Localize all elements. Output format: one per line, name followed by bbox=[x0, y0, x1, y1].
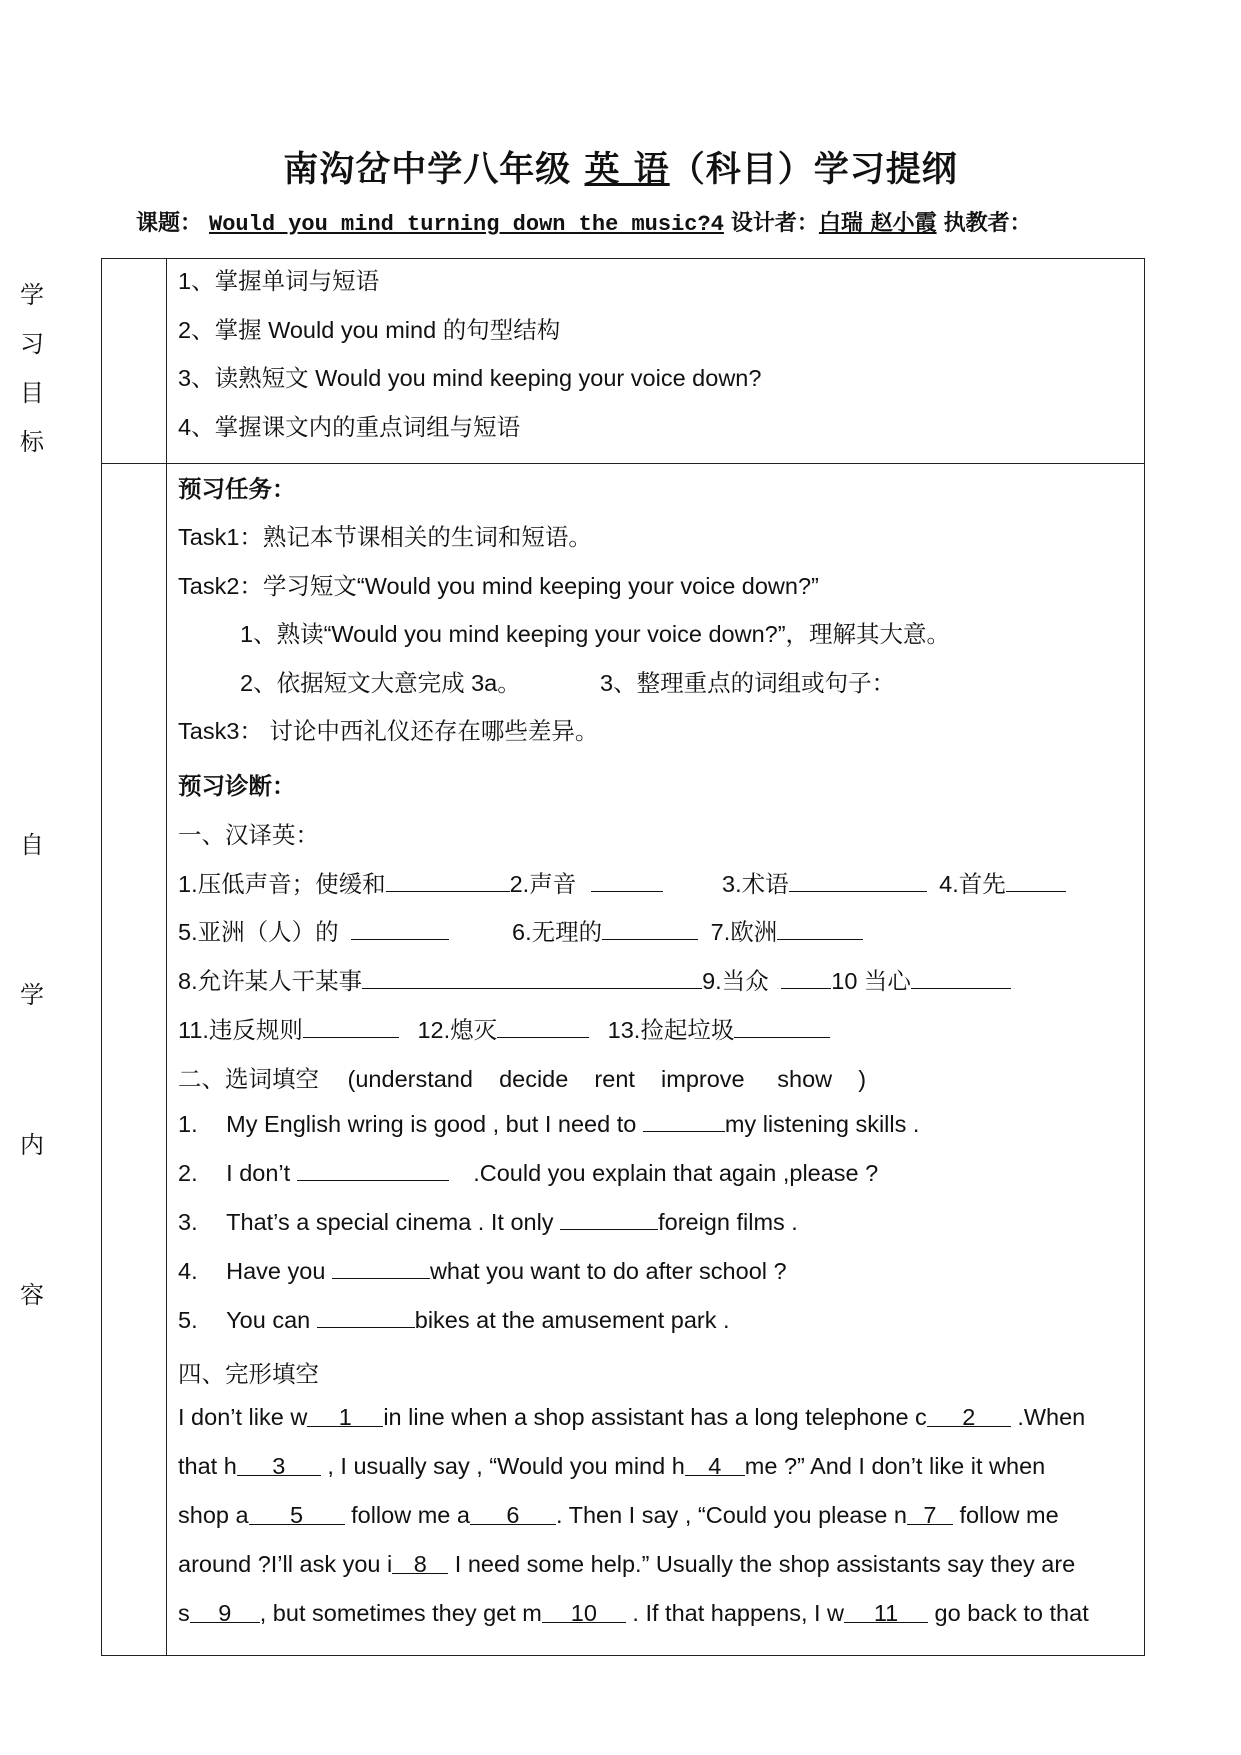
cloze-text: in line when a shop assistant has a long telephone c bbox=[383, 1404, 927, 1430]
answer-blank[interactable] bbox=[602, 917, 698, 940]
cloze-text: follow me bbox=[952, 1502, 1059, 1528]
cloze-text: follow me a bbox=[344, 1502, 470, 1528]
vocab-item: 3.术语 bbox=[722, 871, 789, 897]
cloze-line bbox=[178, 1600, 1089, 1627]
vocab-item: 6.无理的 bbox=[512, 919, 603, 945]
fill-text: .Could you explain that again ,please ? bbox=[466, 1160, 879, 1186]
cloze-text: I don’t like w bbox=[178, 1404, 308, 1430]
vocab-item: 12.熄灭 bbox=[417, 1017, 498, 1043]
fill-text: my listening skills . bbox=[724, 1111, 920, 1137]
cloze-blank[interactable]: 4 bbox=[685, 1453, 745, 1476]
vocab-item: 5.亚洲（人）的 bbox=[178, 919, 339, 945]
study-char-4: 容 bbox=[20, 1281, 44, 1309]
designer-value: 白瑞 赵小霞 bbox=[818, 211, 937, 236]
goals-char-1: 学 bbox=[20, 281, 44, 309]
fill-text: bikes at the amusement park . bbox=[414, 1307, 730, 1333]
title-school: 南沟岔中学八年级 bbox=[283, 150, 572, 190]
vocab-item: 11.违反规则 bbox=[178, 1017, 303, 1043]
cloze-line bbox=[178, 1551, 1075, 1578]
study-char-1: 自 bbox=[20, 831, 44, 859]
goal-item: 1、掌握单词与短语 bbox=[178, 268, 380, 294]
cloze-blank[interactable]: 9 bbox=[190, 1600, 260, 1623]
designer-label: 设计者： bbox=[730, 211, 819, 236]
fill-text: what you want to do after school ? bbox=[429, 1258, 787, 1284]
vocab-item: 7.欧洲 bbox=[710, 919, 778, 945]
task2-sub2: 2、依据短文大意完成 3a。 bbox=[240, 670, 521, 696]
answer-blank[interactable] bbox=[497, 1015, 589, 1038]
task2-sub3: 3、整理重点的词组或句子： bbox=[600, 670, 896, 696]
vocab-row bbox=[178, 962, 1011, 996]
section2-row bbox=[178, 1060, 866, 1094]
section1-heading: 一、汉译英： bbox=[178, 822, 319, 848]
goals-char-3: 目 bbox=[20, 379, 44, 407]
cloze-blank[interactable]: 10 bbox=[542, 1600, 626, 1623]
fill-item bbox=[178, 1207, 798, 1236]
vocab-row bbox=[178, 1011, 830, 1045]
answer-blank[interactable] bbox=[560, 1207, 658, 1230]
answer-blank[interactable] bbox=[351, 917, 449, 940]
answer-blank[interactable] bbox=[386, 869, 510, 892]
cloze-line bbox=[178, 1404, 1085, 1431]
cloze-blank[interactable]: 2 bbox=[927, 1404, 1011, 1427]
topic-label: 课题： bbox=[136, 211, 203, 236]
fill-text: foreign films . bbox=[658, 1209, 798, 1235]
fill-number: 2. bbox=[178, 1160, 198, 1186]
cloze-text: . If that happens, I w bbox=[625, 1600, 845, 1626]
cloze-text: shop a bbox=[178, 1502, 249, 1528]
vocab-row bbox=[178, 913, 449, 947]
cloze-text: me ?” And I don’t like it when bbox=[744, 1453, 1046, 1479]
title-suffix: （科目）学习提纲 bbox=[669, 150, 958, 190]
goal-item: 3、读熟短文 Would you mind keeping your voice down? bbox=[178, 365, 762, 391]
vocab-item: 2.声音 bbox=[509, 871, 577, 897]
answer-blank[interactable] bbox=[332, 1256, 430, 1279]
teacher-label: 执教者： bbox=[943, 211, 1032, 236]
cloze-blank[interactable]: 3 bbox=[237, 1453, 321, 1476]
vocab-item: 8.允许某人干某事 bbox=[178, 968, 363, 994]
answer-blank[interactable] bbox=[789, 869, 927, 892]
outline-table bbox=[101, 258, 1145, 1656]
answer-blank[interactable] bbox=[643, 1109, 725, 1132]
cloze-text: . Then I say , “Could you please n bbox=[555, 1502, 907, 1528]
page-title bbox=[0, 142, 1241, 192]
study-char-2: 学 bbox=[20, 981, 44, 1009]
cloze-text: go back to that bbox=[928, 1600, 1089, 1626]
cloze-text: s bbox=[178, 1600, 190, 1626]
cloze-blank[interactable]: 1 bbox=[307, 1404, 383, 1427]
cloze-text: I need some help.” Usually the shop assistants say they are bbox=[448, 1551, 1076, 1577]
fill-item bbox=[178, 1305, 730, 1334]
answer-blank[interactable] bbox=[781, 966, 831, 989]
vocab-row bbox=[512, 913, 863, 947]
task3: Task3： 讨论中西礼仪还存在哪些差异。 bbox=[178, 718, 599, 744]
fill-text: Have you bbox=[226, 1258, 332, 1284]
topic-value: Would you mind turning down the music?4 bbox=[209, 212, 724, 237]
diagnosis-heading: 预习诊断： bbox=[178, 772, 296, 800]
answer-blank[interactable] bbox=[591, 869, 663, 892]
fill-text: That’s a special cinema . It only bbox=[226, 1209, 561, 1235]
vocab-item: 1.压低声音；使缓和 bbox=[178, 871, 386, 897]
answer-blank[interactable] bbox=[1006, 869, 1066, 892]
vocab-item: 13.捡起垃圾 bbox=[607, 1017, 735, 1043]
topic-line bbox=[136, 206, 1032, 237]
vocab-row bbox=[722, 865, 1066, 899]
answer-blank[interactable] bbox=[777, 917, 863, 940]
cloze-text: , I usually say , “Would you mind h bbox=[320, 1453, 685, 1479]
answer-blank[interactable] bbox=[303, 1015, 399, 1038]
fill-item bbox=[178, 1158, 878, 1187]
vocab-row bbox=[178, 865, 663, 899]
answer-blank[interactable] bbox=[911, 966, 1011, 989]
task1: Task1：熟记本节课相关的生词和短语。 bbox=[178, 524, 592, 550]
goals-char-4: 标 bbox=[20, 428, 44, 456]
fill-item bbox=[178, 1256, 787, 1285]
cloze-line bbox=[178, 1502, 1059, 1529]
cloze-line bbox=[178, 1453, 1045, 1480]
study-char-3: 内 bbox=[20, 1131, 44, 1159]
fill-number: 3. bbox=[178, 1209, 198, 1235]
title-subject: 英 语 bbox=[584, 150, 670, 190]
fill-text: I don’t bbox=[226, 1160, 297, 1186]
word-bank: (understand decide rent improve show ) bbox=[347, 1066, 867, 1092]
answer-blank[interactable] bbox=[297, 1158, 449, 1181]
vocab-item: 10 当心 bbox=[831, 968, 911, 994]
answer-blank[interactable] bbox=[362, 966, 702, 989]
fill-number: 5. bbox=[178, 1307, 198, 1333]
task2: Task2：学习短文“Would you mind keeping your voice down?” bbox=[178, 573, 819, 599]
cloze-text: , but sometimes they get m bbox=[259, 1600, 542, 1626]
goals-side-label bbox=[102, 259, 167, 464]
section4-heading: 四、完形填空 bbox=[178, 1361, 319, 1387]
cloze-blank[interactable]: 11 bbox=[844, 1600, 928, 1623]
answer-blank[interactable] bbox=[734, 1015, 830, 1038]
cloze-text: that h bbox=[178, 1453, 237, 1479]
fill-item bbox=[178, 1109, 919, 1138]
fill-number: 1. bbox=[178, 1111, 198, 1137]
self-study-side-label bbox=[102, 464, 167, 1656]
task2-sub1: 1、熟读“Would you mind keeping your voice down?”，理解其大意。 bbox=[240, 621, 951, 647]
cloze-blank[interactable]: 5 bbox=[249, 1502, 345, 1525]
cloze-blank[interactable]: 6 bbox=[470, 1502, 556, 1525]
fill-text: My English wring is good , but I need to bbox=[226, 1111, 643, 1137]
preview-heading: 预习任务： bbox=[178, 475, 296, 503]
cloze-blank[interactable]: 8 bbox=[392, 1551, 448, 1574]
answer-blank[interactable] bbox=[317, 1305, 415, 1328]
goals-char-2: 习 bbox=[20, 330, 44, 358]
cloze-blank[interactable]: 7 bbox=[907, 1502, 953, 1525]
fill-number: 4. bbox=[178, 1258, 198, 1284]
cloze-text: .When bbox=[1010, 1404, 1086, 1430]
fill-text: You can bbox=[226, 1307, 317, 1333]
cloze-text: around ?I’ll ask you i bbox=[178, 1551, 393, 1577]
vocab-item: 9.当众 bbox=[702, 968, 769, 994]
goal-item: 2、掌握 Would you mind 的句型结构 bbox=[178, 317, 561, 343]
vocab-item: 4.首先 bbox=[939, 871, 1006, 897]
goal-item: 4、掌握课文内的重点词组与短语 bbox=[178, 414, 521, 440]
section2-heading: 二、选词填空 bbox=[178, 1066, 319, 1092]
